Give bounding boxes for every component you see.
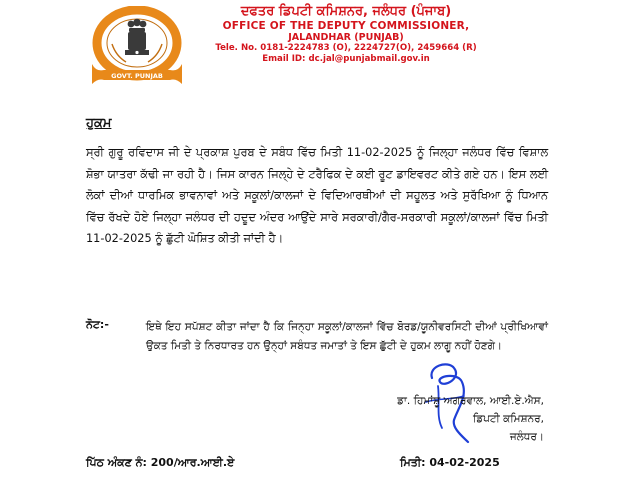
office-title-punjabi: ਦਫਤਰ ਡਿਪਟੀ ਕਮਿਸ਼ਨਰ, ਜਲੰਧਰ (ਪੰਜਾਬ) [240,4,452,19]
logo-banner-text: GOVT. PUNJAB [111,72,163,80]
signatory-place: ਜਲੰਧਰ। [509,431,544,443]
signatory-block [397,392,544,446]
order-body-paragraph: ਸ੍ਰੀ ਗੁਰੂ ਰਵਿਦਾਸ ਜੀ ਦੇ ਪ੍ਰਕਾਸ਼ ਪੁਰਬ ਦੇ ਸਬੰਧ ਵਿੱਚ ਮਿਤੀ 11-02-2025 ਨੂੰ ਜਿਲ੍ਹਾ ਜਲੰਧਰ ਵਿੱਚ ਵਿਸ਼ਾਲ ਸ਼ੋਭਾ ਯਾਤਰਾ ਕੱਢੀ ਜਾ ਰਹੀ ਹੈ। ਜਿਸ ਕਾਰਨ ਜਿਲ੍ਹੇ ਦੇ ਟਰੈਫਿਕ ਦੇ ਕਈ ਰੂਟ ਡਾਇਵਰਟ ਕੀਤੇ ਗਏ ਹਨ। ਇਸ ਲਈ ਲੋਕਾਂ ਦੀਆਂ ਧਾਰਮਿਕ ਭਾਵਨਾਵਾਂ ਅਤੇ ਸਕੂਲਾਂ/ਕਾਲਜਾਂ ਦੇ ਵਿਦਿਆਰਥੀਆਂ ਦੀ ਸਹੂਲਤ ਅਤੇ ਸੁਰੱਖਿਆ ਨੂੰ ਧਿਆਨ ਵਿੱਚ ਰੱਖਦੇ ਹੋਏ ਜਿਲ੍ਹਾ ਜਲੰਧਰ ਦੀ ਹਦੂਦ ਅੰਦਰ ਆਉਂਦੇ ਸਾਰੇ ਸਰਕਾਰੀ/ਗੈਰ-ਸਰਕਾਰੀ ਸਕੂਲਾਂ/ਕਾਲਜਾਂ ਵਿੱਚ ਮਿਤੀ 11-02-2025 ਨੂੰ ਛੁੱਟੀ ਘੋਸ਼ਿਤ ਕੀਤੀ ਜਾਂਦੀ ਹੈ। [86,146,548,245]
note-paragraph: ਇਥੇ ਇਹ ਸਪੱਸ਼ਟ ਕੀਤਾ ਜਾਂਦਾ ਹੈ ਕਿ ਜਿਨ੍ਹਾ ਸਕੂਲਾਂ/ਕਾਲਜਾਂ ਵਿੱਚ ਬੋਰਡ/ਯੂਨੀਵਰਸਿਟੀ ਦੀਆਂ ਪ੍ਰੀਖਿਆਵਾਂ ਉਕਤ ਮਿਤੀ ਤੇ ਨਿਰਧਾਰਤ ਹਨ ਉਨ੍ਹਾਂ ਸਬੰਧਤ ਜਮਾਤਾਂ ਤੇ ਇਸ ਛੁੱਟੀ ਦੇ ਹੁਕਮ ਲਾਗੂ ਨਹੀਂ ਹੋਣਗੇ। [146,321,548,352]
endorsement-number: ਪਿੱਠ ਅੰਕਣ ਨੰ: 200/ਆਰ.ਆਈ.ਏ [86,456,235,469]
signatory-designation: ਡਿਪਟੀ ਕਮਿਸ਼ਨਰ, [472,413,544,425]
endorsement-date: ਮਿਤੀ: 04-02-2025 [400,456,500,469]
office-location: JALANDHAR (PUNJAB) [288,32,404,43]
letterhead [196,4,496,65]
office-phone: Tele. No. 0181-2224783 (O), 2224727(O), 2459664 (R) [215,43,477,53]
signatory-name: ਡਾ. ਹਿਮਾਂਸ਼ੂ ਅਗਰਵਾਲ, ਆਈ.ਏ.ਐਸ, [397,395,544,407]
office-email: Email ID: dc.jal@punjabmail.gov.in [262,54,430,64]
government-emblem-logo [82,6,192,90]
office-title-english: OFFICE OF THE DEPUTY COMMISSIONER, [222,20,470,32]
note-label: ਨੋਟ:- [86,318,109,331]
order-heading: ਹੁਕਮ [86,116,112,131]
